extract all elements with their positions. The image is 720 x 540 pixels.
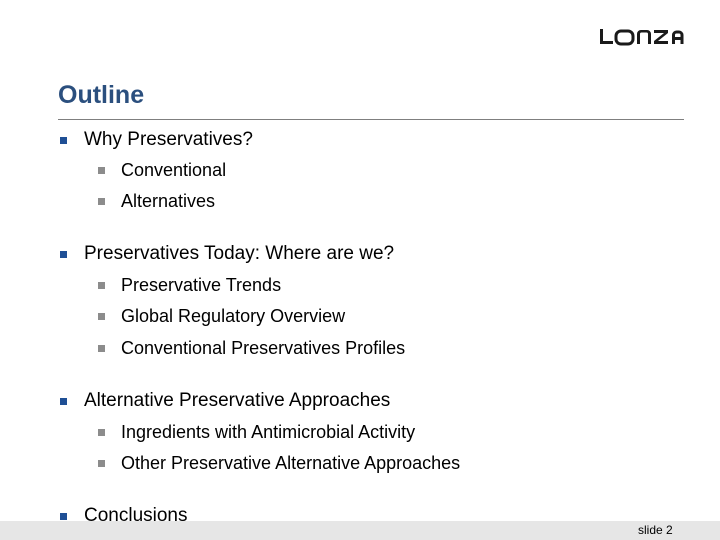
bullet-square-icon xyxy=(98,429,105,436)
outline-subitem-label: Conventional Preservatives Profiles xyxy=(121,338,406,358)
bullet-square-icon xyxy=(60,137,67,144)
bullet-square-icon xyxy=(60,513,67,520)
outline-subitem-label: Global Regulatory Overview xyxy=(121,306,346,326)
slide-number: slide 2 xyxy=(638,523,673,537)
outline-subitem-label: Alternatives xyxy=(121,191,216,211)
outline-subitem-label: Conventional xyxy=(121,160,227,180)
bullet-square-icon xyxy=(60,398,67,405)
bullet-square-icon xyxy=(98,198,105,205)
outline-item-label: Why Preservatives? xyxy=(84,129,253,150)
outline-item-label: Conclusions xyxy=(84,505,188,526)
bullet-square-icon xyxy=(60,251,67,258)
outline-item-label: Alternative Preservative Approaches xyxy=(84,390,391,411)
bullet-square-icon xyxy=(98,460,105,467)
title-divider xyxy=(58,119,684,120)
bullet-square-icon xyxy=(98,167,105,174)
company-logo xyxy=(598,26,686,48)
bullet-square-icon xyxy=(98,282,105,289)
outline-subitem-label: Ingredients with Antimicrobial Activity xyxy=(121,422,416,442)
bullet-square-icon xyxy=(98,345,105,352)
outline-subitem-label: Other Preservative Alternative Approaches xyxy=(121,453,461,473)
bullet-square-icon xyxy=(98,313,105,320)
outline-subitem-label: Preservative Trends xyxy=(121,275,282,295)
lonza-logo-icon xyxy=(598,26,686,48)
outline-item-label: Preservatives Today: Where are we? xyxy=(84,243,395,264)
slide-title: Outline xyxy=(58,81,145,109)
